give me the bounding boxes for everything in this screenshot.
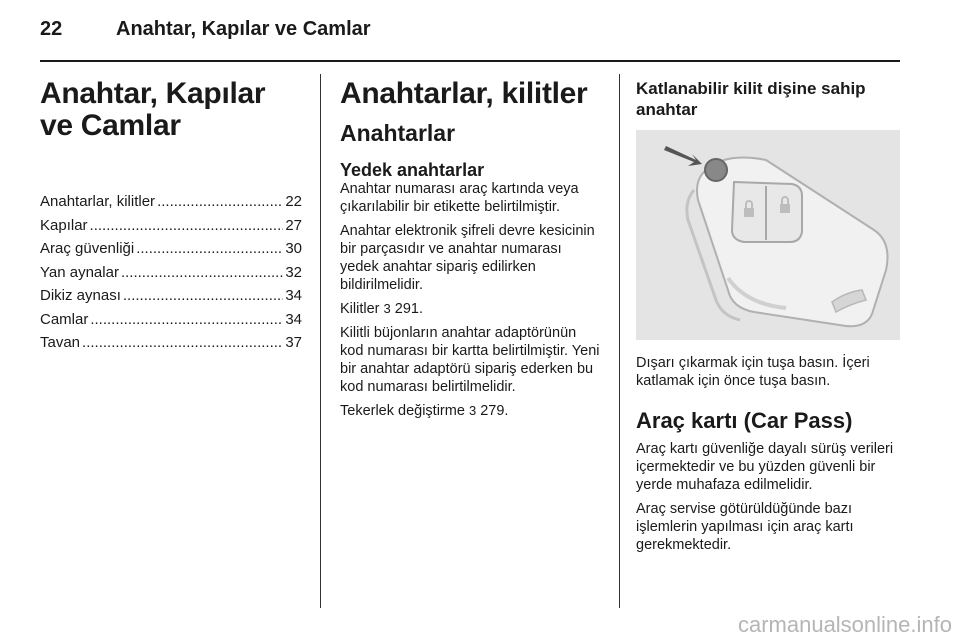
subsection-heading: Anahtarlar bbox=[340, 120, 456, 146]
page-reference-link[interactable]: 279. bbox=[480, 403, 509, 419]
column-divider-1 bbox=[320, 74, 321, 608]
page-reference-link[interactable]: 291. bbox=[394, 301, 424, 317]
header-rule bbox=[40, 60, 900, 62]
toc-leader bbox=[90, 214, 284, 238]
page-number: 22 bbox=[40, 18, 63, 40]
key-illustration bbox=[636, 130, 900, 340]
paragraph-locks-ref: Kilitler 3 291. bbox=[340, 301, 424, 317]
toc-entry[interactable] bbox=[40, 331, 302, 355]
paragraph: Araç servise götürüldüğünde bazı işlemlerin yapılması için araç kartı gerekmektedir. bbox=[636, 501, 854, 553]
paragraph: Araç kartı güvenliğe dayalı sürüş verileri içermektedir ve bu yüzden güvenli bir yerde muhafaza edilmelidir. bbox=[636, 441, 894, 493]
toc-label: Dikiz aynası bbox=[40, 287, 121, 304]
toc-page: 32 bbox=[285, 263, 302, 281]
toc-leader bbox=[82, 331, 283, 355]
toc-label: Araç güvenliği bbox=[40, 240, 135, 257]
chapter-heading: Anahtar, Kapılar ve Camlar bbox=[40, 77, 266, 142]
toc-label: Camlar bbox=[40, 310, 89, 328]
column-divider-2 bbox=[619, 74, 620, 608]
paragraph: Dışarı çıkarmak için tuşa basın. İçeri katlamak için önce tuşa basın. bbox=[636, 355, 870, 389]
toc-leader bbox=[90, 308, 283, 332]
paragraph: Anahtar elektronik şifreli devre kesicinin bir parçasıdır ve anahtar numarası yedek anahtar sipariş edilirken bildirilmelidir. bbox=[340, 223, 595, 293]
toc-page: 30 bbox=[285, 240, 302, 257]
foldable-key-heading: Katlanabilir kilit dişine sahip anahtar bbox=[636, 79, 866, 119]
page-reference-icon: 3 bbox=[468, 403, 477, 418]
toc-entry[interactable] bbox=[40, 190, 302, 214]
keys-column bbox=[340, 74, 602, 426]
toc-page: 22 bbox=[285, 193, 302, 210]
toc-label: Anahtarlar, kilitler bbox=[40, 193, 156, 210]
toc-page: 34 bbox=[285, 287, 302, 304]
toc-entry[interactable] bbox=[40, 284, 302, 308]
toc-label: Tavan bbox=[40, 334, 81, 351]
chapter-title: Anahtar, Kapılar ve Camlar bbox=[116, 18, 371, 40]
foldable-key-column bbox=[636, 74, 900, 560]
toc-entry[interactable] bbox=[40, 261, 302, 285]
table-of-contents bbox=[40, 190, 302, 355]
paragraph: Kilitli büjonların anahtar adaptörünün kod numarası bir kartta belirtilmiştir. Yeni bir anahtar adaptörü sipariş ederken bu kod numarası belirtilmelidir. bbox=[340, 325, 600, 395]
car-pass-heading: Araç kartı (Car Pass) bbox=[636, 408, 853, 433]
toc-entry[interactable] bbox=[40, 214, 302, 238]
toc-label: Kapılar bbox=[40, 216, 88, 234]
toc-page: 37 bbox=[285, 334, 302, 351]
toc-leader bbox=[121, 261, 283, 285]
toc-label: Yan aynalar bbox=[40, 263, 119, 281]
key-fob-icon bbox=[636, 130, 900, 340]
toc-entry[interactable] bbox=[40, 237, 302, 261]
paragraph-wheel-ref: Tekerlek değiştirme 3 279. bbox=[340, 403, 509, 419]
toc-column bbox=[40, 74, 302, 355]
paragraph: Anahtar numarası araç kartında veya çıkarılabilir bir etikette belirtilmiştir. bbox=[340, 181, 579, 215]
toc-leader bbox=[136, 237, 283, 261]
page-header bbox=[40, 18, 371, 48]
toc-entry[interactable] bbox=[40, 308, 302, 332]
page-reference-icon: 3 bbox=[383, 301, 391, 316]
toc-page: 34 bbox=[285, 310, 302, 328]
section-heading: Anahtarlar, kilitler bbox=[340, 77, 588, 110]
toc-leader bbox=[157, 190, 283, 214]
watermark: carmanualsonline.info bbox=[737, 612, 952, 637]
toc-page: 27 bbox=[285, 216, 302, 234]
toc-leader bbox=[123, 284, 283, 308]
spare-keys-heading: Yedek anahtarlar bbox=[340, 160, 485, 180]
